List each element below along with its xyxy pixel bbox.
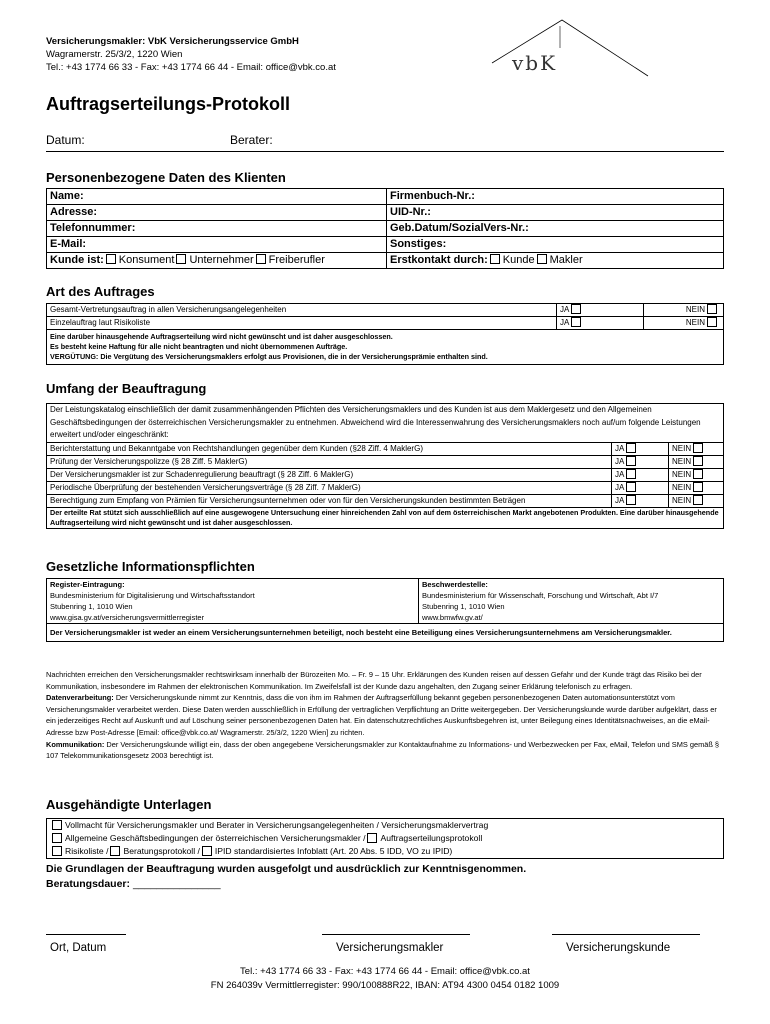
kommunikation-text bbox=[46, 739, 726, 762]
ja-checkbox[interactable] bbox=[571, 317, 581, 327]
konsument-checkbox[interactable] bbox=[106, 254, 116, 264]
umfang-item-ja bbox=[612, 468, 669, 481]
erstkontakt-kunde-label: Kunde bbox=[502, 254, 535, 266]
umfang-item-ja bbox=[612, 455, 669, 468]
ja-checkbox[interactable] bbox=[626, 482, 636, 492]
versicherungsmakler-label: Versicherungsmakler bbox=[336, 942, 444, 954]
datum-label: Datum: bbox=[46, 133, 85, 147]
unterlagen-list bbox=[47, 819, 724, 859]
letterhead bbox=[46, 35, 336, 74]
ja-label: JA bbox=[615, 482, 625, 492]
auftrag-gesamt-ja bbox=[557, 304, 644, 317]
beratungsprotokoll-label: Beratungsprotokoll / bbox=[123, 846, 200, 856]
telefon-label: Telefonnummer: bbox=[47, 221, 387, 237]
beratungsdauer-field[interactable]: _______________ bbox=[132, 878, 221, 890]
unterlagen-table bbox=[46, 818, 724, 859]
umfang-item-nein bbox=[669, 442, 724, 455]
klient-table bbox=[46, 188, 724, 269]
umfang-intro: Der Leistungskatalog einschließlich der damit zusammenhängenden Pflichten des Versicherungsmaklers und des Kunden ist aus dem Maklergesetz und den Allgemeinen Geschäftsbedingungen der österreichischen Versicherungsmakler zu entnehmen. Abweichend wird die Interessenwahrung des Versicherungsmaklers noch auf/um folgende Leistungen erweitert und/oder eingeschränkt: bbox=[47, 404, 724, 443]
footer-register: FN 264039v Vermittlerregister: 990/100888R22, IBAN: AT94 4300 0454 0182 1009 bbox=[210, 980, 560, 991]
beschwerde-cell bbox=[419, 579, 724, 624]
beschwerde-line: Bundesministerium für Wissenschaft, Forschung und Wirtschaft, Abt I/7 bbox=[422, 591, 659, 600]
adresse-label: Adresse: bbox=[47, 205, 387, 221]
ja-label: JA bbox=[615, 469, 625, 479]
umfang-item-nein bbox=[669, 455, 724, 468]
vollmacht-label: Vollmacht für Versicherungsmakler und Berater in Versicherungsangelegenheiten / Versicherungsmaklervertrag bbox=[65, 820, 489, 830]
umfang-note: Der erteilte Rat stützt sich ausschließlich auf eine ausgewogene Untersuchung einer hinreichenden Zahl von auf dem österreichischen Markt angebotenen Produkten. Eine darüber hinausgehende Auftragserteilung wird nicht gewünscht und ist daher ausgeschlossen. bbox=[47, 508, 724, 529]
ja-label: JA bbox=[560, 305, 570, 315]
nein-label: NEIN bbox=[685, 318, 705, 328]
konsument-label: Konsument bbox=[118, 254, 175, 266]
footer-contact: Tel.: +43 1774 66 33 - Fax: +43 1774 66 44 - Email: office@vbk.co.at bbox=[240, 966, 530, 977]
erstkontakt-label: Erstkontakt durch: bbox=[390, 254, 488, 266]
nein-checkbox[interactable] bbox=[707, 317, 717, 327]
firmenbuch-label: Firmenbuch-Nr.: bbox=[387, 189, 724, 205]
unternehmer-checkbox[interactable] bbox=[176, 254, 186, 264]
auftragsprotokoll-checkbox[interactable] bbox=[367, 833, 377, 843]
nein-checkbox[interactable] bbox=[693, 495, 703, 505]
datenverarbeitung-label: Datenverarbeitung: bbox=[46, 693, 114, 703]
info-table bbox=[46, 578, 724, 642]
kunde-ist-label: Kunde ist: bbox=[50, 254, 104, 266]
company-address: Wagramerstr. 25/3/2, 1220 Wien bbox=[46, 49, 183, 60]
company-name: Versicherungsmakler: VbK Versicherungsservice GmbH bbox=[46, 36, 299, 47]
umfang-item-nein bbox=[669, 468, 724, 481]
geb-label: Geb.Datum/SozialVers-Nr.: bbox=[387, 221, 724, 237]
uid-label: UID-Nr.: bbox=[387, 205, 724, 221]
nein-label: NEIN bbox=[672, 469, 692, 479]
signature-line-ort bbox=[46, 934, 126, 935]
erstkontakt-row bbox=[387, 253, 724, 269]
register-link: www.gisa.gv.at/versicherungsvermittlerregister bbox=[50, 613, 205, 622]
umfang-item-nein bbox=[669, 494, 724, 507]
beschwerde-link: www.bmwfw.gv.at/ bbox=[422, 613, 483, 622]
section-heading-unterlagen: Ausgehändigte Unterlagen bbox=[46, 797, 212, 812]
auftrag-einzel-ja bbox=[557, 317, 644, 330]
erstkontakt-makler-label: Makler bbox=[549, 254, 583, 266]
unterlagen-line bbox=[50, 832, 720, 845]
beratungsdauer-label: Beratungsdauer: bbox=[46, 878, 131, 890]
datenverarbeitung-body: Der Versicherungskunde nimmt zur Kenntnis, dass die von ihm im Rahmen der Auftragserfüllung bekannt gegeben personenbezogenen Daten automationsunterstützt vom Versicherungsmakler verarbeitet werden. Diese Daten werden ausschließlich in Erfüllung der vertraglichen Verpflichtung an Dritte weitergegeben. Der Versicherungskunde wurde darüber aufgeklärt, dass er ein jederzeitiges Recht auf Auskunft und auf Löschung seiner personenbezogenen Daten hat. Ein datenschutzrechtliches Auskunftsbegehren ist, unter Beilegung eines Identitätsnachweises, an die eMail-Adresse bzw Post-Adresse [Email: office@vbk.co.at/ Wagramerstr. 25/3/2, 1220 Wien] zu richten. bbox=[46, 693, 717, 737]
freiberufler-label: Freiberufler bbox=[268, 254, 325, 266]
agb-label: Allgemeine Geschäftsbedingungen der österreichischen Versicherungsmakler / bbox=[65, 833, 366, 843]
ja-checkbox[interactable] bbox=[626, 469, 636, 479]
auftrag-einzel-nein bbox=[644, 317, 724, 330]
nein-label: NEIN bbox=[672, 456, 692, 466]
umfang-table bbox=[46, 403, 724, 529]
umfang-item: Berichterstattung und Bekanntgabe von Rechtshandlungen gegenüber dem Kunden (§28 Ziff. 4 MaklerG) bbox=[47, 442, 612, 455]
umfang-item-ja bbox=[612, 442, 669, 455]
umfang-item: Berechtigung zum Empfang von Prämien für Versicherungsunternehmen oder von für den Versicherungskunden bestimmten Beträgen bbox=[47, 494, 612, 507]
auftragsprotokoll-label: Auftragserteilungsprotokoll bbox=[380, 833, 483, 843]
section-heading-auftrag: Art des Auftrages bbox=[46, 284, 155, 299]
signature-line-kunde bbox=[552, 934, 700, 935]
agb-checkbox[interactable] bbox=[52, 833, 62, 843]
kommunikation-body: Der Versicherungskunde willigt ein, dass der oben angegebene Versicherungsmakler zur Kontaktaufnahme zu Informations- und Werbezwecken per Fax, eMail, Telefon und SMS gemäß § 107 Telekommunikationsgesetz 2003 berechtigt ist. bbox=[46, 739, 720, 761]
nein-checkbox[interactable] bbox=[693, 482, 703, 492]
freiberufler-checkbox[interactable] bbox=[256, 254, 266, 264]
svg-text:vbK: vbK bbox=[512, 51, 558, 75]
risikoliste-label: Risikoliste / bbox=[65, 846, 109, 856]
signature-line-makler bbox=[322, 934, 470, 935]
name-label: Name: bbox=[47, 189, 387, 205]
legal-paragraph bbox=[46, 669, 726, 762]
company-contact: Tel.: +43 1774 66 33 - Fax: +43 1774 66 44 - Email: office@vbk.co.at bbox=[46, 62, 336, 73]
auftrag-gesamt: Gesamt-Vertretungsauftrag in allen Versicherungsangelegenheiten bbox=[47, 304, 557, 317]
auftrag-notes bbox=[47, 330, 724, 365]
register-line: Stubenring 1, 1010 Wien bbox=[50, 602, 133, 611]
umfang-item: Prüfung der Versicherungspolizze (§ 28 Ziff. 5 MaklerG) bbox=[47, 455, 612, 468]
grundlagen-text: Die Grundlagen der Beauftragung wurden ausgefolgt und ausdrücklich zur Kenntnisgenommen. bbox=[46, 863, 527, 875]
datenverarbeitung-text bbox=[46, 692, 726, 738]
verguetung-note: VERGÜTUNG: Die Vergütung des Versicherungsmaklers erfolgt aus Provisionen, die in der Versicherungsprämie enthalten sind. bbox=[50, 352, 488, 362]
erstkontakt-kunde-checkbox[interactable] bbox=[490, 254, 500, 264]
page-title: Auftragserteilungs-Protokoll bbox=[46, 94, 291, 114]
risikoliste-checkbox[interactable] bbox=[52, 846, 62, 856]
auftrag-table bbox=[46, 303, 724, 365]
berater-label: Berater: bbox=[230, 133, 273, 147]
ort-datum-label: Ort, Datum bbox=[50, 942, 107, 954]
umfang-item: Periodische Überprüfung der bestehenden Versicherungsverträge (§ 28 Ziff. 7 MaklerG) bbox=[47, 481, 612, 494]
nein-label: NEIN bbox=[672, 482, 692, 492]
ja-checkbox[interactable] bbox=[626, 456, 636, 466]
ja-label: JA bbox=[615, 456, 625, 466]
umfang-item-nein bbox=[669, 481, 724, 494]
beratungsprotokoll-checkbox[interactable] bbox=[110, 846, 120, 856]
ipid-label: IPID standardisiertes Infoblatt (Art. 20 Abs. 5 IDD, VO zu IPID) bbox=[214, 846, 453, 856]
umfang-item-ja bbox=[612, 481, 669, 494]
beteiligung-note: Der Versicherungsmakler ist weder an einem Versicherungsunternehmen beteiligt, noch besteht eine Beteiligung eines Versicherungsunternehmens am Versicherungsmakler. bbox=[47, 624, 724, 642]
ipid-checkbox[interactable] bbox=[202, 846, 212, 856]
unterlagen-line bbox=[50, 819, 720, 832]
register-cell bbox=[47, 579, 419, 624]
nein-checkbox[interactable] bbox=[693, 469, 703, 479]
auftrag-note: Es besteht keine Haftung für alle nicht beantragten und nicht übernommenen Aufträge. bbox=[50, 342, 348, 352]
umfang-item-ja bbox=[612, 494, 669, 507]
unternehmer-label: Unternehmer bbox=[189, 254, 254, 266]
section-heading-klient: Personenbezogene Daten des Klienten bbox=[46, 170, 286, 185]
email-label: E-Mail: bbox=[47, 237, 387, 253]
section-heading-umfang: Umfang der Beauftragung bbox=[46, 381, 207, 396]
ja-checkbox[interactable] bbox=[626, 443, 636, 453]
nein-label: NEIN bbox=[672, 496, 692, 506]
nein-label: NEIN bbox=[672, 443, 692, 453]
kunde-ist-row bbox=[47, 253, 387, 269]
nein-checkbox[interactable] bbox=[693, 456, 703, 466]
auftrag-gesamt-nein bbox=[644, 304, 724, 317]
nein-checkbox[interactable] bbox=[693, 443, 703, 453]
section-heading-info: Gesetzliche Informationspflichten bbox=[46, 559, 255, 574]
grundlagen-block bbox=[46, 862, 526, 892]
umfang-item: Der Versicherungsmakler ist zur Schadenregulierung beauftragt (§ 28 Ziff. 6 MaklerG) bbox=[47, 468, 612, 481]
ja-label: JA bbox=[615, 496, 625, 506]
erstkontakt-makler-checkbox[interactable] bbox=[537, 254, 547, 264]
sonstiges-label: Sonstiges: bbox=[387, 237, 724, 253]
ja-label: JA bbox=[615, 443, 625, 453]
unterlagen-line bbox=[50, 845, 720, 858]
nein-label: NEIN bbox=[685, 305, 705, 315]
register-line: Bundesministerium für Digitalisierung und Wirtschaftsstandort bbox=[50, 591, 255, 600]
nachrichten-text: Nachrichten erreichen den Versicherungsmakler rechtswirksam innerhalb der Bürozeiten Mo. – Fr. 9 – 15 Uhr. Erklärungen des Kunden reisen auf dessen Gefahr und der Kunde trägt das Risiko bei der Kommunikation, insbesondere im Rahmen der elektronischen Kommunikation. Im Zweifelsfall ist der Kunde dazu angehalten, den Zugang seiner Erklärung telefonisch zu erfragen. bbox=[46, 670, 702, 691]
divider bbox=[46, 151, 724, 152]
register-title: Register-Eintragung: bbox=[50, 580, 125, 589]
auftrag-note: Eine darüber hinausgehende Auftragserteilung wird nicht gewünscht und ist daher ausgeschlossen. bbox=[50, 332, 393, 342]
auftrag-einzel: Einzelauftrag laut Risikoliste bbox=[47, 317, 557, 330]
kommunikation-label: Kommunikation: bbox=[46, 739, 105, 749]
vbk-logo bbox=[490, 18, 650, 88]
ja-checkbox[interactable] bbox=[571, 304, 581, 314]
nein-checkbox[interactable] bbox=[707, 304, 717, 314]
vollmacht-checkbox[interactable] bbox=[52, 820, 62, 830]
ja-checkbox[interactable] bbox=[626, 495, 636, 505]
versicherungskunde-label: Versicherungskunde bbox=[566, 942, 671, 954]
beschwerde-title: Beschwerdestelle: bbox=[422, 580, 488, 589]
beschwerde-line: Stubenring 1, 1010 Wien bbox=[422, 602, 505, 611]
ja-label: JA bbox=[560, 318, 570, 328]
